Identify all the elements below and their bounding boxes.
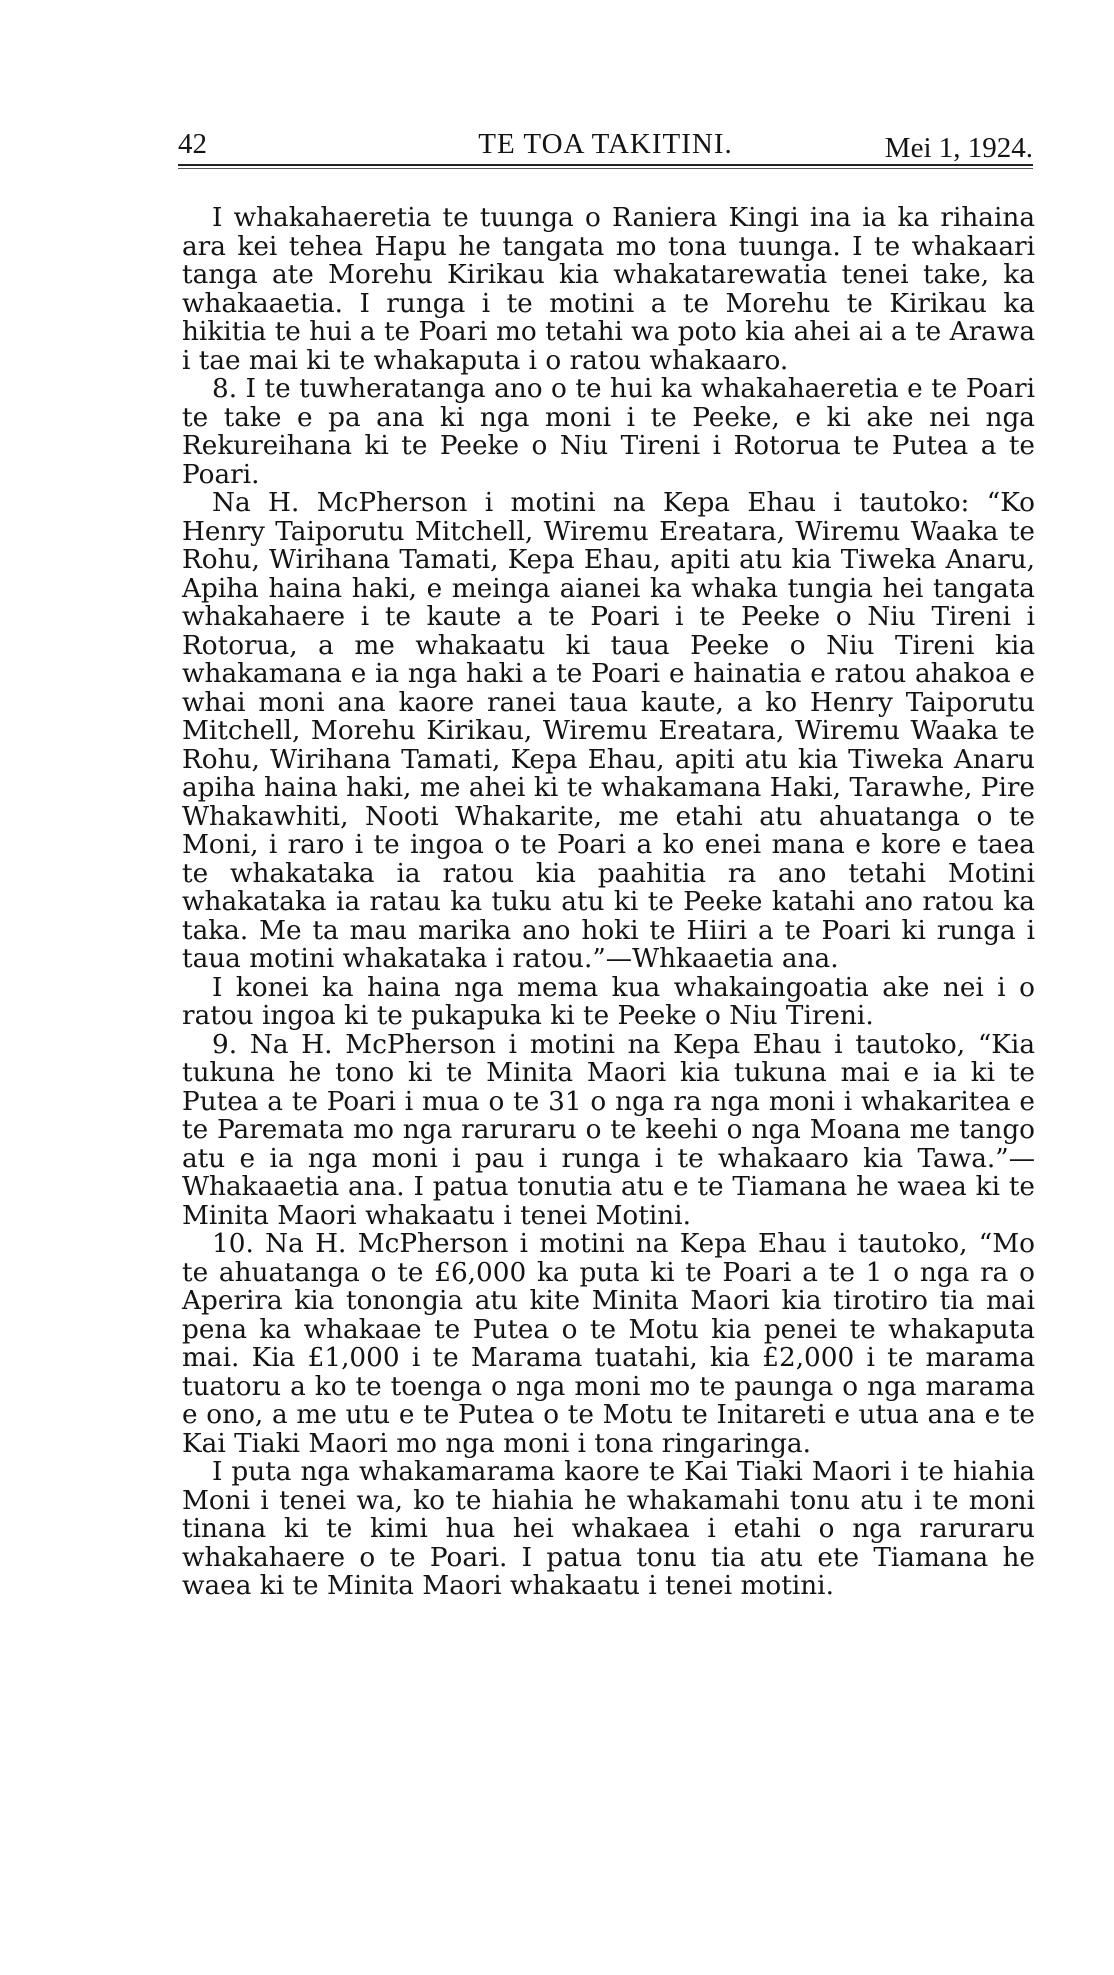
issue-date: Mei 1, 1924. [884, 132, 1033, 164]
header-rule-thin [178, 168, 1033, 169]
article-body [182, 204, 1035, 1601]
paragraph-item-9: 9. Na H. McPherson i motini na Kepa Ehau i tautoko, “Kia tukuna he tono ki te Minita Maori kia tukuna mai e ia ki te Putea a te Poari i mua o te 31 o nga ra nga moni i whakaritea e te Paremata mo nga raruraru o te keehi o nga Moana me tango atu e ia nga moni i pau i runga i te whakaaro kia Tawa.”—Whakaaetia ana. I patua tonutia atu e te Tiamana he waea ki te Minita Maori whakaatu i tenei Motini. [182, 1029, 1035, 1231]
paragraph-item-8: 8. I te tuwheratanga ano o te hui ka whakahaeretia e te Poari te take e pa ana ki nga moni i te Peeke, e ki ake nei nga Rekureihana ki te Peeke o Niu Tireni i Rotorua te Putea a te Poari. [182, 374, 1035, 490]
publication-title: TE TOA TAKITINI. [478, 128, 733, 160]
paragraph-maori-trustee: I puta nga whakamarama kaore te Kai Tiaki Maori i te hiahia Moni i tenei wa, ko te hiahia he whakamahi tonu atu i te moni tinana ki te kimi hua hei whakaea i etahi o nga raruraru whakahaere o te Poari. I patua tonu tia atu ete Tiamana he waea ki te Minita Maori whakaatu i tenei motini. [182, 1457, 1035, 1601]
running-header [178, 128, 1033, 168]
page-number: 42 [178, 128, 207, 160]
paragraph-mcpherson-bank-motion: Na H. McPherson i motini na Kepa Ehau i tautoko: “Ko Henry Taiporutu Mitchell, Wiremu Ereatara, Wiremu Waaka te Rohu, Wirihana Tamati, Kepa Ehau, apiti atu kia Tiweka Anaru, Apiha haina haki, e meinga aianei ka whaka tungia hei tangata whakahaere i te kaute a te Poari i te Peeke o Niu Tireni i Rotorua, a me whakaatu ki taua Peeke o Niu Tireni kia whakamana e ia nga haki a te Poari e hainatia e ratou ahakoa e whai moni ana kaore ranei taua kaute, a ko Henry Taiporutu Mitchell, Morehu Kirikau, Wiremu Ereatara, Wiremu Waaka te Rohu, Wirihana Tamati, Kepa Ehau, apiti atu kia Tiweka Anaru apiha haina haki, me ahei ki te whakamana Haki, Tarawhe, Pire Whakawhiti, Nooti Whakarite, me etahi atu ahuatanga o te Moni, i raro i te ingoa o te Poari a ko enei mana e kore e taea te whakataka ia ratou kia paahitia ra ano tetahi Motini whakataka ia ratau ka tuku atu ki te Peeke katahi ano ratou ka taka. Me ta mau marika ano hoki te Hiiri a te Poari ki runga i taua motini whakataka i ratou.”—Whkaaetia ana. [182, 488, 1035, 974]
paragraph-members-signed: I konei ka haina nga mema kua whakaingoatia ake nei i o ratou ingoa ki te pukapuka ki te Peeke o Niu Tireni. [182, 972, 1035, 1031]
header-rule [178, 164, 1033, 166]
paragraph-item-10: 10. Na H. McPherson i motini na Kepa Ehau i tautoko, “Mo te ahuatanga o te £6,000 ka puta ki te Poari a te 1 o nga ra o Aperira kia tonongia atu kite Minita Maori kia tirotiro tia mai pena ka whakaae te Putea o te Motu kia penei te whakaputa mai. Kia £1,000 i te Marama tuatahi, kia £2,000 i te marama tuatoru a ko te toenga o nga moni mo te paunga o nga marama e ono, a me utu e te Putea o te Motu te Initareti e utua ana e te Kai Tiaki Maori mo nga moni i tona ringaringa. [182, 1229, 1035, 1459]
paragraph-raniera-kingi: I whakahaeretia te tuunga o Raniera Kingi ina ia ka rihaina ara kei tehea Hapu he tangata mo tona tuunga. I te whakaari tanga ate Morehu Kirikau kia whakatarewatia tenei take, ka whakaaetia. I runga i te motini a te Morehu te Kirikau ka hikitia te hui a te Poari mo tetahi wa poto kia ahei ai a te Arawa i tae mai ki te whakaputa i o ratou whakaaro. [182, 203, 1035, 376]
